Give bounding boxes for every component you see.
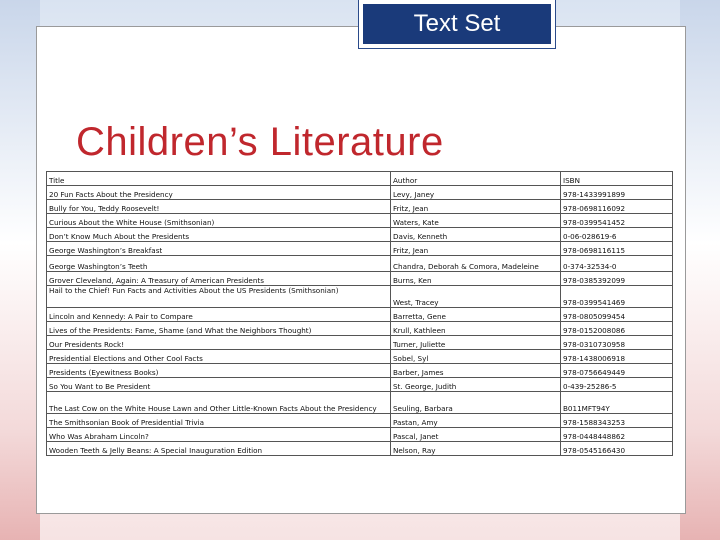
table-row: [47, 378, 673, 392]
table-row: [47, 414, 673, 428]
table-row: [47, 350, 673, 364]
book-title-cell: Grover Cleveland, Again: A Treasury of American Presidents: [47, 272, 391, 286]
book-title-cell: Who Was Abraham Lincoln?: [47, 428, 391, 442]
book-isbn-cell: 0-374-32534-0: [561, 256, 673, 272]
left-background-band: [0, 0, 40, 540]
book-isbn-cell: 978-0448448862: [561, 428, 673, 442]
table-row: [47, 242, 673, 256]
table-row: [47, 428, 673, 442]
book-author-cell: Davis, Kenneth: [391, 228, 561, 242]
table-header-row: [47, 172, 673, 186]
book-author-cell: Fritz, Jean: [391, 242, 561, 256]
right-background-band: [680, 0, 720, 540]
table-row: [47, 200, 673, 214]
page-heading: Children’s Literature: [76, 120, 444, 164]
book-table: [46, 171, 673, 456]
book-isbn-cell: 978-0152008086: [561, 322, 673, 336]
book-author-cell: Barretta, Gene: [391, 308, 561, 322]
banner-title: Text Set: [413, 10, 501, 37]
header-isbn: ISBN: [561, 172, 673, 186]
header-title: Title: [47, 172, 391, 186]
book-title-cell: Bully for You, Teddy Roosevelt!: [47, 200, 391, 214]
book-title-cell: Presidents (Eyewitness Books): [47, 364, 391, 378]
book-author-cell: Burns, Ken: [391, 272, 561, 286]
table-row: [47, 228, 673, 242]
book-isbn-cell: 978-0545166430: [561, 442, 673, 456]
book-title-cell: Presidential Elections and Other Cool Facts: [47, 350, 391, 364]
book-author-cell: Seuling, Barbara: [391, 392, 561, 414]
book-title-cell: The Last Cow on the White House Lawn and Other Little-Known Facts About the Presidency: [47, 392, 391, 414]
table-row: [47, 336, 673, 350]
table-row: [47, 364, 673, 378]
book-title-cell: 20 Fun Facts About the Presidency: [47, 186, 391, 200]
book-author-cell: Pastan, Amy: [391, 414, 561, 428]
table-row: [47, 442, 673, 456]
table-row: [47, 308, 673, 322]
book-isbn-cell: 978-1433991899: [561, 186, 673, 200]
book-isbn-cell: 978-0805099454: [561, 308, 673, 322]
book-title-cell: Curious About the White House (Smithsonian): [47, 214, 391, 228]
book-title-cell: Lincoln and Kennedy: A Pair to Compare: [47, 308, 391, 322]
book-isbn-cell: 978-0698116115: [561, 242, 673, 256]
book-isbn-cell: 978-1588343253: [561, 414, 673, 428]
table-row: [47, 272, 673, 286]
title-banner: [359, 0, 555, 48]
book-author-cell: Levy, Janey: [391, 186, 561, 200]
book-author-cell: Waters, Kate: [391, 214, 561, 228]
table-row: [47, 286, 673, 308]
book-isbn-cell: 978-0385392099: [561, 272, 673, 286]
book-isbn-cell: 978-0756649449: [561, 364, 673, 378]
book-isbn-cell: 978-0399541452: [561, 214, 673, 228]
book-isbn-cell: 978-0399541469: [561, 286, 673, 308]
table-row: [47, 186, 673, 200]
table-row: [47, 322, 673, 336]
book-isbn-cell: 978-1438006918: [561, 350, 673, 364]
book-title-cell: Wooden Teeth & Jelly Beans: A Special Inauguration Edition: [47, 442, 391, 456]
book-title-cell: Lives of the Presidents: Fame, Shame (and What the Neighbors Thought): [47, 322, 391, 336]
book-author-cell: Barber, James: [391, 364, 561, 378]
book-author-cell: Nelson, Ray: [391, 442, 561, 456]
book-author-cell: Pascal, Janet: [391, 428, 561, 442]
book-isbn-cell: 978-0310730958: [561, 336, 673, 350]
book-title-cell: George Washington’s Teeth: [47, 256, 391, 272]
book-author-cell: Sobel, Syl: [391, 350, 561, 364]
book-author-cell: Chandra, Deborah & Comora, Madeleine: [391, 256, 561, 272]
book-isbn-cell: 0-439-25286-5: [561, 378, 673, 392]
book-author-cell: West, Tracey: [391, 286, 561, 308]
book-title-cell: George Washington’s Breakfast: [47, 242, 391, 256]
table-row: [47, 392, 673, 414]
book-isbn-cell: B011MFT94Y: [561, 392, 673, 414]
header-author: Author: [391, 172, 561, 186]
book-isbn-cell: 0-06-028619-6: [561, 228, 673, 242]
book-title-cell: The Smithsonian Book of Presidential Trivia: [47, 414, 391, 428]
book-title-cell: Hail to the Chief! Fun Facts and Activities About the US Presidents (Smithsonian): [47, 286, 391, 308]
book-title-cell: Don’t Know Much About the Presidents: [47, 228, 391, 242]
book-author-cell: Krull, Kathleen: [391, 322, 561, 336]
book-author-cell: St. George, Judith: [391, 378, 561, 392]
book-isbn-cell: 978-0698116092: [561, 200, 673, 214]
book-title-cell: Our Presidents Rock!: [47, 336, 391, 350]
book-author-cell: Turner, Juliette: [391, 336, 561, 350]
book-author-cell: Fritz, Jean: [391, 200, 561, 214]
table-row: [47, 214, 673, 228]
table-row: [47, 256, 673, 272]
book-title-cell: So You Want to Be President: [47, 378, 391, 392]
